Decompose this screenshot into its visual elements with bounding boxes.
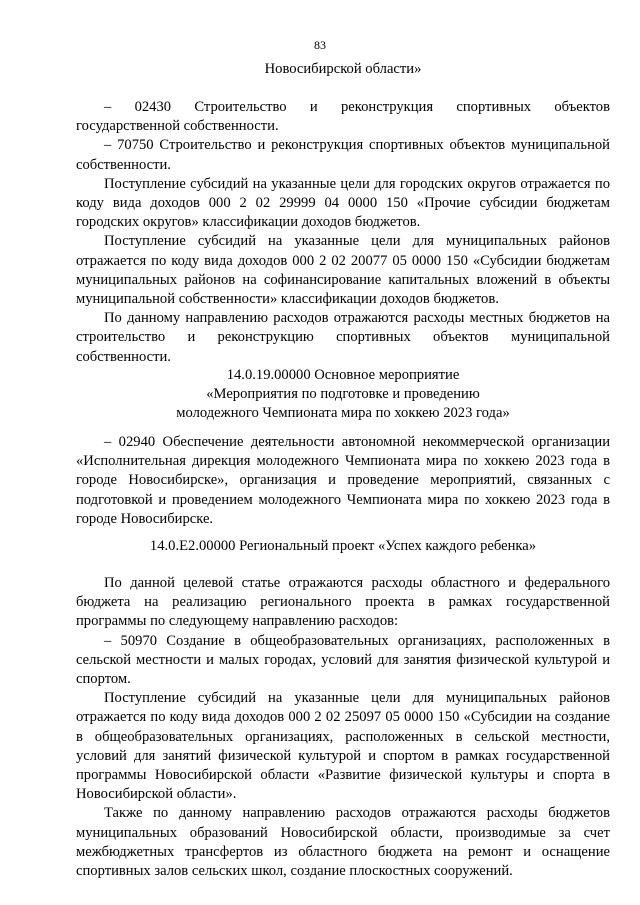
section-heading-14-0-e2: 14.0.Е2.00000 Региональный проект «Успех каждого ребенка» — [149, 538, 537, 554]
section-block-1 — [76, 98, 610, 367]
heading-line-2: «Мероприятия по подготовке и проведению — [206, 386, 480, 403]
paragraph-02430-first-line: – 02430 Строительство и реконструкция спортивных объектов — [104, 99, 610, 115]
paragraph-local-budgets: По данному направлению расходов отражаются расходы местных бюджетов на строительство и реконструкцию спортивных объектов муниципальной собственности. — [76, 310, 610, 365]
paragraph-02430-rest: государственной собственности. — [76, 118, 279, 135]
section-block-3 — [76, 574, 610, 881]
top-line: Новосибирской области» — [264, 61, 422, 77]
section-block-2 — [76, 433, 610, 529]
paragraph-50970: – 50970 Создание в общеобразовательных организациях, расположенных в сельской местности и малых городах, условий для занятия физической культурой и спортом. — [76, 632, 610, 688]
page-number: 83 — [314, 38, 326, 52]
paragraph-municipal-formations: Также по данному направлению расходов отражаются расходы бюджетов муниципальных образований Новосибирской области, производимые за счет межбюджетных трансфертов из областного бюджета на ремонт и оснащение спортивных залов сельских школ, создание плоскостных сооружений. — [76, 805, 610, 880]
paragraph-subsidies-municipal-districts: Поступление субсидий на указанные цели для муниципальных районов отражается по коду вида доходов 000 2 02 20077 05 0000 150 «Субсидии бюджетам муниципальных районов на софинансирование капитальных вложений в объекты муниципальной собственности» классификации доходов бюджетов. — [76, 233, 610, 308]
paragraph-target-article: По данной целевой статье отражаются расходы областного и федерального бюджета на реализацию регионального проекта в рамках государственной программы по следующему направлению расходов: — [76, 575, 610, 630]
paragraph-02940: – 02940 Обеспечение деятельности автономной некоммерческой организации «Исполнительная дирекция молодежного Чемпионата мира по хоккею 2023 года в городе Новосибирске», организация и проведение мероприятий, связанных с подготовкой и проведением молодежного Чемпионата мира по хоккею 2023 года в городе Новосибирске. — [76, 434, 610, 527]
paragraph-subsidies-25097: Поступление субсидий на указанные цели для муниципальных районов отражается по коду вида доходов 000 2 02 25097 05 0000 150 «Субсидии на создание в общеобразовательных организациях, расположенных в сельской местности, условий для занятий физической культурой и спортом в рамках государственной программы Новосибирской области «Развитие физической культуры и спорта в Новосибирской области». — [76, 690, 610, 803]
section-heading-14-0-19 — [76, 366, 610, 424]
heading-line-3: молодежного Чемпионата мира по хоккею 2023 года» — [176, 405, 510, 422]
paragraph-70750: – 70750 Строительство и реконструкция спортивных объектов муниципальной собственности. — [76, 137, 610, 173]
heading-line-1: 14.0.19.00000 Основное мероприятие — [226, 367, 460, 383]
paragraph-subsidies-city-districts: Поступление субсидий на указанные цели для городских округов отражается по коду вида доходов 000 2 02 29999 04 0000 150 «Прочие субсидии бюджетам городских округов» классификации доходов бюджетов. — [76, 175, 610, 231]
